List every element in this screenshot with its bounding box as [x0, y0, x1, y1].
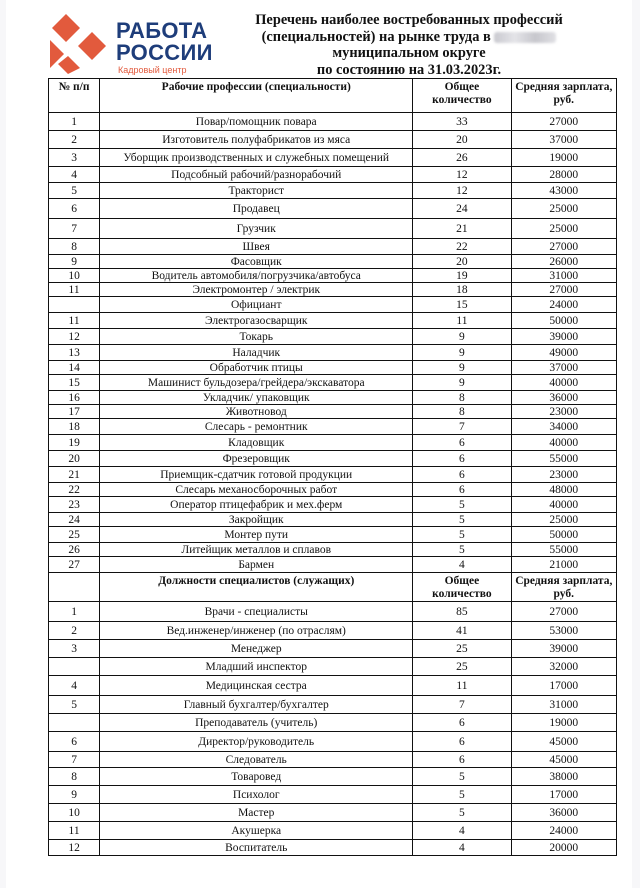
redacted-region — [494, 32, 556, 43]
profession-name: Врачи - специалисты — [100, 602, 413, 622]
table-row — [49, 822, 617, 840]
table-row — [49, 622, 617, 640]
profession-name: Слесарь - ремонтник — [100, 419, 413, 435]
vacancy-count: 20 — [413, 255, 511, 269]
vacancy-count: 6 — [413, 714, 511, 732]
profession-name: Наладчик — [100, 345, 413, 361]
average-salary: 40000 — [511, 435, 616, 451]
average-salary: 19000 — [511, 149, 616, 167]
vacancy-count: 4 — [413, 822, 511, 840]
vacancy-count: 25 — [413, 640, 511, 658]
workers-header-row — [49, 79, 617, 113]
row-number: 5 — [49, 183, 100, 199]
profession-name: Оператор птицефабрик и мех.ферм — [100, 497, 413, 513]
table-row — [49, 419, 617, 435]
profession-name: Товаровед — [100, 768, 413, 786]
header-salary: Средняя зарплата, руб. — [511, 573, 616, 602]
vacancy-count: 5 — [413, 543, 511, 557]
row-number — [49, 297, 100, 313]
row-number: 2 — [49, 622, 100, 640]
row-number: 12 — [49, 840, 100, 856]
table-row — [49, 255, 617, 269]
average-salary: 38000 — [511, 768, 616, 786]
vacancy-count: 9 — [413, 375, 511, 391]
table-row — [49, 361, 617, 375]
vacancy-count: 4 — [413, 840, 511, 856]
average-salary: 40000 — [511, 497, 616, 513]
average-salary: 37000 — [511, 131, 616, 149]
vacancy-count: 22 — [413, 239, 511, 255]
table-row — [49, 676, 617, 696]
vacancy-count: 8 — [413, 405, 511, 419]
profession-name: Акушерка — [100, 822, 413, 840]
row-number — [49, 714, 100, 732]
row-number: 9 — [49, 255, 100, 269]
vacancy-count: 25 — [413, 658, 511, 676]
profession-name: Главный бухгалтер/бухгалтер — [100, 696, 413, 714]
row-number: 2 — [49, 131, 100, 149]
header-name: Должности специалистов (служащих) — [100, 573, 413, 602]
profession-name: Медицинская сестра — [100, 676, 413, 696]
table-row — [49, 732, 617, 752]
row-number: 1 — [49, 113, 100, 131]
vacancy-count: 24 — [413, 199, 511, 219]
row-number: 22 — [49, 483, 100, 497]
row-number: 1 — [49, 602, 100, 622]
profession-name: Электромонтер / электрик — [100, 283, 413, 297]
profession-name: Животновод — [100, 405, 413, 419]
row-number: 20 — [49, 451, 100, 467]
logo-subtitle: Кадровый центр — [118, 65, 187, 75]
profession-name: Фрезеровщик — [100, 451, 413, 467]
profession-name: Подсобный рабочий/разнорабочий — [100, 167, 413, 183]
table-row — [49, 219, 617, 239]
vacancy-count: 6 — [413, 435, 511, 451]
row-number: 3 — [49, 640, 100, 658]
row-number — [49, 658, 100, 676]
table-row — [49, 239, 617, 255]
row-number: 19 — [49, 435, 100, 451]
average-salary: 43000 — [511, 183, 616, 199]
average-salary: 50000 — [511, 527, 616, 543]
profession-name: Младший инспектор — [100, 658, 413, 676]
table-row — [49, 602, 617, 622]
profession-name: Повар/помощник повара — [100, 113, 413, 131]
table-row — [49, 658, 617, 676]
vacancy-count: 85 — [413, 602, 511, 622]
row-number: 10 — [49, 804, 100, 822]
profession-name: Водитель автомобиля/погрузчика/автобуса — [100, 269, 413, 283]
profession-name: Изготовитель полуфабрикатов из мяса — [100, 131, 413, 149]
vacancy-count: 7 — [413, 419, 511, 435]
profession-name: Менеджер — [100, 640, 413, 658]
row-number: 24 — [49, 513, 100, 527]
table-row — [49, 557, 617, 573]
table-row — [49, 131, 617, 149]
row-number: 25 — [49, 527, 100, 543]
average-salary: 39000 — [511, 640, 616, 658]
average-salary: 55000 — [511, 451, 616, 467]
average-salary: 25000 — [511, 219, 616, 239]
average-salary: 50000 — [511, 313, 616, 329]
vacancy-count: 11 — [413, 676, 511, 696]
table-row — [49, 513, 617, 527]
table-row — [49, 391, 617, 405]
profession-name: Мастер — [100, 804, 413, 822]
row-number: 11 — [49, 313, 100, 329]
vacancy-count: 9 — [413, 329, 511, 345]
average-salary: 27000 — [511, 113, 616, 131]
profession-name: Бармен — [100, 557, 413, 573]
average-salary: 31000 — [511, 696, 616, 714]
row-number: 15 — [49, 375, 100, 391]
table-row — [49, 167, 617, 183]
profession-name: Официант — [100, 297, 413, 313]
row-number: 17 — [49, 405, 100, 419]
row-number: 3 — [49, 149, 100, 167]
table-row — [49, 405, 617, 419]
average-salary: 45000 — [511, 752, 616, 768]
average-salary: 34000 — [511, 419, 616, 435]
vacancy-count: 9 — [413, 345, 511, 361]
average-salary: 25000 — [511, 513, 616, 527]
table-row — [49, 714, 617, 732]
row-number: 26 — [49, 543, 100, 557]
row-number: 10 — [49, 269, 100, 283]
table-row — [49, 527, 617, 543]
profession-name: Закройщик — [100, 513, 413, 527]
row-number: 6 — [49, 732, 100, 752]
table-row — [49, 840, 617, 856]
average-salary: 32000 — [511, 658, 616, 676]
average-salary: 27000 — [511, 239, 616, 255]
rabota-rossii-logo — [44, 8, 224, 75]
vacancy-count: 7 — [413, 696, 511, 714]
header-salary: Средняя зарплата, руб. — [511, 79, 616, 113]
document-title — [232, 12, 586, 78]
professions-table — [48, 78, 617, 856]
table-row — [49, 752, 617, 768]
title-line-3: муниципальном округе — [332, 45, 486, 61]
table-row — [49, 435, 617, 451]
vacancy-count: 5 — [413, 513, 511, 527]
vacancy-count: 6 — [413, 752, 511, 768]
row-number: 11 — [49, 283, 100, 297]
table-row — [49, 375, 617, 391]
vacancy-count: 18 — [413, 283, 511, 297]
average-salary: 55000 — [511, 543, 616, 557]
vacancy-count: 9 — [413, 361, 511, 375]
profession-name: Преподаватель (учитель) — [100, 714, 413, 732]
average-salary: 27000 — [511, 602, 616, 622]
row-number: 4 — [49, 167, 100, 183]
profession-name: Грузчик — [100, 219, 413, 239]
average-salary: 17000 — [511, 676, 616, 696]
vacancy-count: 4 — [413, 557, 511, 573]
row-number: 4 — [49, 676, 100, 696]
title-line-1: Перечень наиболее востребованных профессий — [255, 12, 563, 28]
table-row — [49, 451, 617, 467]
average-salary: 17000 — [511, 786, 616, 804]
row-number: 7 — [49, 752, 100, 768]
average-salary: 23000 — [511, 467, 616, 483]
logo-arrows-icon — [44, 10, 108, 74]
profession-name: Укладчик/ упаковщик — [100, 391, 413, 405]
row-number: 23 — [49, 497, 100, 513]
profession-name: Обработчик птицы — [100, 361, 413, 375]
row-number: 8 — [49, 239, 100, 255]
vacancy-count: 5 — [413, 527, 511, 543]
average-salary: 20000 — [511, 840, 616, 856]
profession-name: Машинист бульдозера/грейдера/экскаватора — [100, 375, 413, 391]
average-salary: 31000 — [511, 269, 616, 283]
table-row — [49, 497, 617, 513]
vacancy-count: 26 — [413, 149, 511, 167]
row-number: 7 — [49, 219, 100, 239]
vacancy-count: 6 — [413, 467, 511, 483]
average-salary: 39000 — [511, 329, 616, 345]
table-row — [49, 543, 617, 557]
vacancy-count: 6 — [413, 451, 511, 467]
average-salary: 23000 — [511, 405, 616, 419]
table-row — [49, 297, 617, 313]
profession-name: Токарь — [100, 329, 413, 345]
row-number: 5 — [49, 696, 100, 714]
vacancy-count: 6 — [413, 732, 511, 752]
table-row — [49, 786, 617, 804]
average-salary: 21000 — [511, 557, 616, 573]
table-row — [49, 149, 617, 167]
table-row — [49, 183, 617, 199]
logo-text-line1: РАБОТА — [116, 18, 208, 43]
table-row — [49, 696, 617, 714]
average-salary: 40000 — [511, 375, 616, 391]
average-salary: 28000 — [511, 167, 616, 183]
header-count: Общее количество — [413, 573, 511, 602]
vacancy-count: 5 — [413, 497, 511, 513]
title-line-2: (специальностей) на рынке труда в — [232, 29, 586, 46]
table-row — [49, 467, 617, 483]
specialists-header-row — [49, 573, 617, 602]
table-row — [49, 199, 617, 219]
vacancy-count: 41 — [413, 622, 511, 640]
profession-name: Психолог — [100, 786, 413, 804]
table-row — [49, 329, 617, 345]
profession-name: Кладовщик — [100, 435, 413, 451]
vacancy-count: 12 — [413, 183, 511, 199]
vacancy-count: 33 — [413, 113, 511, 131]
profession-name: Литейщик металлов и сплавов — [100, 543, 413, 557]
profession-name: Приемщик-сдатчик готовой продукции — [100, 467, 413, 483]
vacancy-count: 15 — [413, 297, 511, 313]
profession-name: Вед.инженер/инженер (по отраслям) — [100, 622, 413, 640]
average-salary: 26000 — [511, 255, 616, 269]
header-num — [49, 573, 100, 602]
row-number: 21 — [49, 467, 100, 483]
profession-name: Монтер пути — [100, 527, 413, 543]
table-row — [49, 313, 617, 329]
document-page — [6, 0, 632, 888]
average-salary: 25000 — [511, 199, 616, 219]
vacancy-count: 5 — [413, 804, 511, 822]
vacancy-count: 5 — [413, 786, 511, 804]
average-salary: 27000 — [511, 283, 616, 297]
vacancy-count: 19 — [413, 269, 511, 283]
row-number: 6 — [49, 199, 100, 219]
table-row — [49, 483, 617, 497]
table-row — [49, 640, 617, 658]
profession-name: Продавец — [100, 199, 413, 219]
average-salary: 48000 — [511, 483, 616, 497]
profession-name: Швея — [100, 239, 413, 255]
header-count: Общее количество — [413, 79, 511, 113]
average-salary: 36000 — [511, 804, 616, 822]
profession-name: Следователь — [100, 752, 413, 768]
profession-name: Воспитатель — [100, 840, 413, 856]
row-number: 13 — [49, 345, 100, 361]
profession-name: Тракторист — [100, 183, 413, 199]
row-number: 27 — [49, 557, 100, 573]
vacancy-count: 11 — [413, 313, 511, 329]
table-row — [49, 345, 617, 361]
profession-name: Электрогазосварщик — [100, 313, 413, 329]
row-number: 9 — [49, 786, 100, 804]
average-salary: 45000 — [511, 732, 616, 752]
table-row — [49, 269, 617, 283]
row-number: 8 — [49, 768, 100, 786]
average-salary: 53000 — [511, 622, 616, 640]
vacancy-count: 20 — [413, 131, 511, 149]
title-line-4: по состоянию на 31.03.2023г. — [316, 61, 502, 78]
table-row — [49, 768, 617, 786]
profession-name: Слесарь механосборочных работ — [100, 483, 413, 497]
row-number: 12 — [49, 329, 100, 345]
table-row — [49, 804, 617, 822]
profession-name: Уборщик производственных и служебных помещений — [100, 149, 413, 167]
table-row — [49, 283, 617, 297]
vacancy-count: 21 — [413, 219, 511, 239]
row-number: 18 — [49, 419, 100, 435]
vacancy-count: 8 — [413, 391, 511, 405]
profession-name: Фасовщик — [100, 255, 413, 269]
average-salary: 24000 — [511, 297, 616, 313]
vacancy-count: 12 — [413, 167, 511, 183]
average-salary: 36000 — [511, 391, 616, 405]
row-number: 11 — [49, 822, 100, 840]
header-num: № п/п — [49, 79, 100, 113]
average-salary: 19000 — [511, 714, 616, 732]
row-number: 16 — [49, 391, 100, 405]
profession-name: Директор/руководитель — [100, 732, 413, 752]
average-salary: 24000 — [511, 822, 616, 840]
header-name: Рабочие профессии (специальности) — [100, 79, 413, 113]
table-row — [49, 113, 617, 131]
vacancy-count: 6 — [413, 483, 511, 497]
average-salary: 49000 — [511, 345, 616, 361]
row-number: 14 — [49, 361, 100, 375]
average-salary: 37000 — [511, 361, 616, 375]
vacancy-count: 5 — [413, 768, 511, 786]
logo-text-line2: РОССИИ — [116, 40, 213, 65]
